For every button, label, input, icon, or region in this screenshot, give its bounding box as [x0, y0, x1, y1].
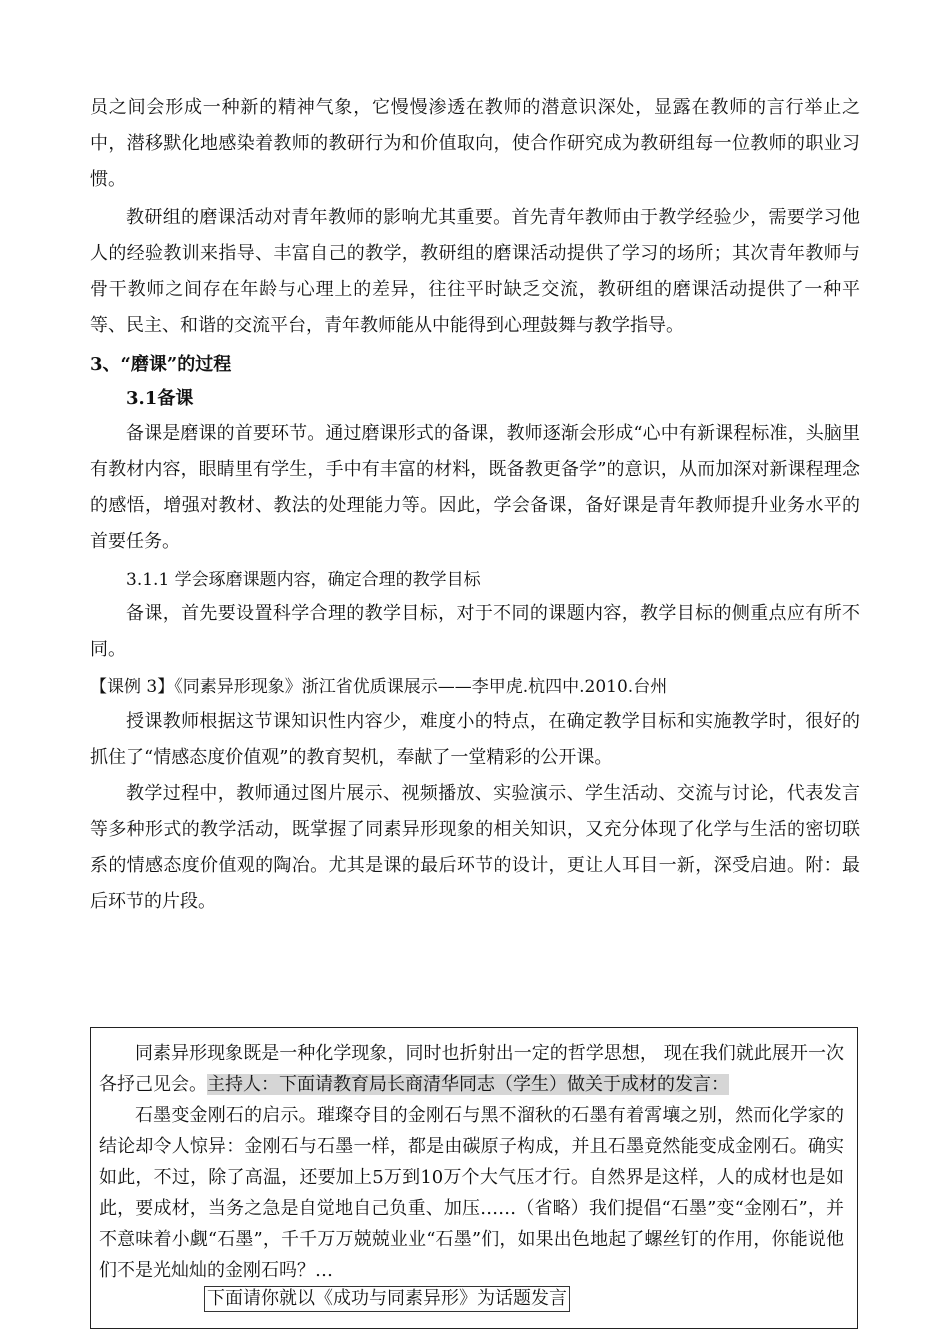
case-title: 【课例 3】《同素异形现象》浙江省优质课展示——李甲虎.杭四中.2010.台州	[90, 677, 668, 697]
body-paragraph-3: 备课是磨课的首要环节。通过磨课形式的备课，教师逐渐会形成“心中有新课程标准，头脑里有教材内容，眼睛里有学生，手中有丰富的材料，既备教更备学”的意识，从而加深对新课程理念的感悟，增强对教材、教法的处理能力等。因此，学会备课，备好课是青年教师提升业务水平的首要任务。	[90, 423, 860, 552]
body-paragraph-4: 备课，首先要设置科学合理的教学目标，对于不同的课题内容，教学目标的侧重点应有所不同。	[90, 603, 860, 660]
discussion-prompt: 下面请你就以《成功与同素异形》为话题发言	[204, 1286, 570, 1312]
subsection-heading-3-1: 3.1备课	[126, 388, 194, 409]
excerpt-speech: 石墨变金刚石的启示。璀璨夺目的金刚石与黑不溜秋的石墨有着霄壤之别，然而化学家的结论却令人惊异：金刚石与石墨一样，都是由碳原子构成，并且石墨竟然能变成金刚石。确实如此，不过，除了高温，还要加上5万到10万个大气压才行。自然界是这样，人的成材也是如此，要成材，当务之急是自觉地自己负重、加压……（省略）我们提倡“石墨”变“金刚石”，并不意味着小觑“石墨”，千千万万兢兢业业“石墨”们，如果出色地起了螺丝钉的作用，你能说他们不是光灿灿的金刚石吗？…	[99, 1105, 844, 1281]
body-paragraph-5: 授课教师根据这节课知识性内容少，难度小的特点，在确定教学目标和实施教学时，很好的抓住了“情感态度价值观”的教育契机，奉献了一堂精彩的公开课。	[90, 711, 860, 768]
body-paragraph-6: 教学过程中，教师通过图片展示、视频播放、实验演示、学生活动、交流与讨论，代表发言等多种形式的教学活动，既掌握了同素异形现象的相关知识，又充分体现了化学与生活的密切联系的情感态度价值观的陶冶。尤其是课的最后环节的设计，更让人耳目一新，深受启迪。附：最后环节的片段。	[90, 783, 860, 912]
body-paragraph-1: 员之间会形成一种新的精神气象，它慢慢渗透在教师的潜意识深处，显露在教师的言行举止之中，潜移默化地感染着教师的教研行为和价值取向，使合作研究成为教研组每一位教师的职业习惯。	[90, 97, 860, 190]
excerpt-host-highlight: 主持人：下面请教育局长商清华同志（学生）做关于成材的发言：	[207, 1074, 729, 1095]
excerpt-intro-text: 同素异形现象既是一种化学现象，同时也折射出一定的哲学思想， 现在我们就此展开一次各抒己见会。	[99, 1043, 844, 1095]
section-heading-3: 3、“磨课”的过程	[90, 354, 232, 375]
excerpt-intro	[99, 1038, 844, 1100]
subsection-heading-3-1-1: 3.1.1 学会琢磨课题内容，确定合理的教学目标	[126, 570, 481, 590]
excerpt-box	[90, 1027, 858, 1329]
body-paragraph-2: 教研组的磨课活动对青年教师的影响尤其重要。首先青年教师由于教学经验少，需要学习他人的经验教训来指导、丰富自己的教学，教研组的磨课活动提供了学习的场所；其次青年教师与骨干教师之间存在年龄与心理上的差异，往往平时缺乏交流，教研组的磨课活动提供了一种平等、民主、和谐的交流平台，青年教师能从中能得到心理鼓舞与教学指导。	[90, 207, 860, 336]
